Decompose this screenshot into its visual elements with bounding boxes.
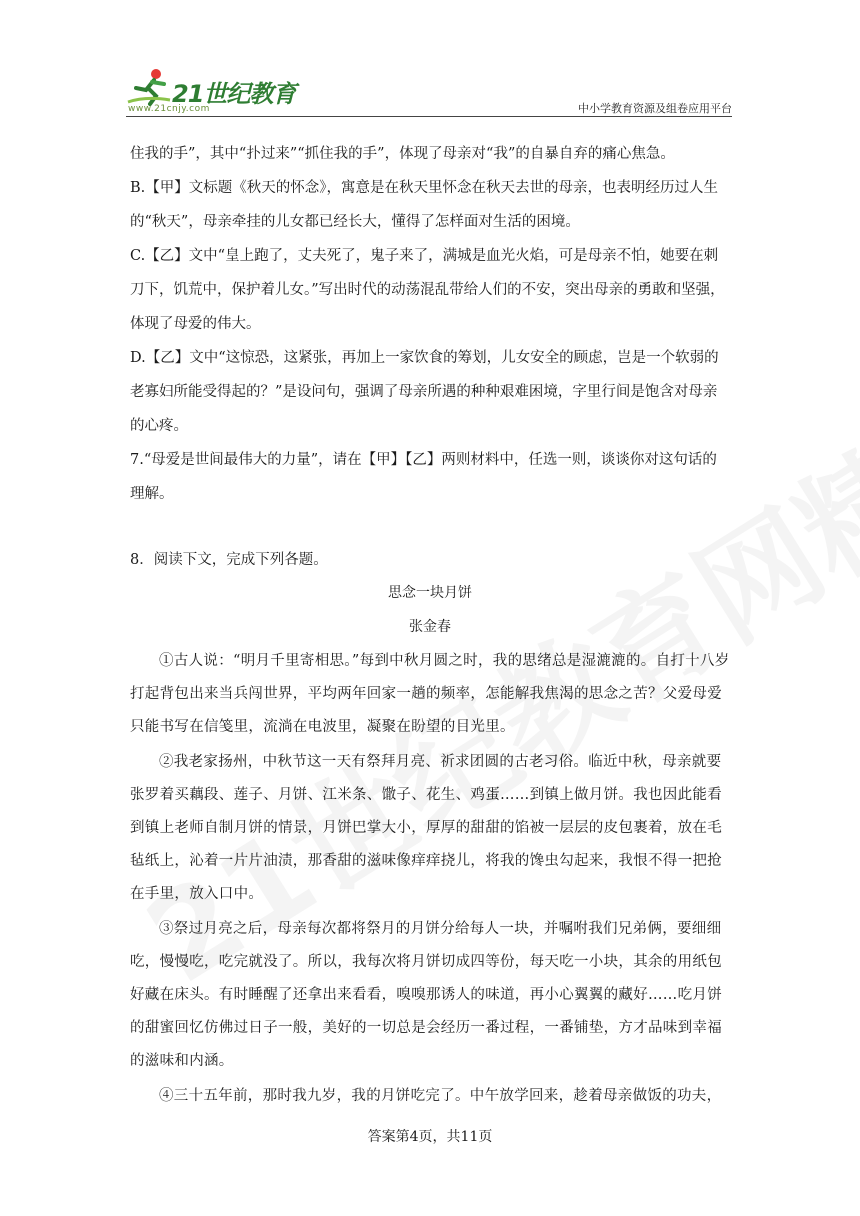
paragraph-1: ①古人说：“明月千里寄相思。”每到中秋月圆之时，我的思绪总是湿漉漉的。自打十八岁打起背包出来当兵闯世界，平均两年回家一趟的频率，怎能解我焦渴的思念之苦？父爱母爱只能书写在信笺里，流淌在电波里，凝聚在盼望的目光里。 bbox=[130, 653, 730, 735]
option-b: B.【甲】文标题《秋天的怀念》，寓意是在秋天里怀念在秋天去世的母亲，也表明经历过人生的“秋天”，母亲牵挂的儿女都已经长大，懂得了怎样面对生活的困境。 bbox=[130, 180, 719, 230]
runner-logo-icon bbox=[126, 66, 174, 106]
article-title: 思念一块月饼 bbox=[388, 585, 472, 601]
platform-name: 中小学教育资源及组卷应用平台 bbox=[578, 102, 732, 115]
option-d: D.【乙】文中“这惊恐，这紧张，再加上一家饮食的筹划，儿女安全的顾虑，岂是一个软弱的老寡妇所能受得起的？”是设问句，强调了母亲所遇的种种艰难困境，字里行间是饱含对母亲的心疼。 bbox=[130, 350, 719, 434]
question-8: 8．阅读下文，完成下列各题。 bbox=[130, 552, 328, 568]
question-7: 7.“母爱是世间最伟大的力量”，请在【甲】【乙】两则材料中，任选一则，谈谈你对这句话的理解。 bbox=[130, 452, 717, 502]
paragraph-4: ④三十五年前，那时我九岁，我的月饼吃完了。中午放学回来，趁着母亲做饭的功夫， bbox=[159, 1088, 722, 1104]
header-divider bbox=[126, 116, 732, 117]
page-header bbox=[126, 66, 732, 118]
paragraph-3: ③祭过月亮之后，母亲每次都将祭月的月饼分给每人一块，并嘱咐我们兄弟俩，要细细吃，慢慢吃，吃完就没了。所以，我每次将月饼切成四等份，每天吃一小块，其余的用纸包好藏在床头。有时睡醒了还拿出来看看，嗅嗅那诱人的味道，再小心翼翼的藏好……吃月饼的甜蜜回忆仿佛过日子一般，美好的一切总是会经历一番过程，一番铺垫，方才品味到幸福的滋味和内涵。 bbox=[130, 921, 722, 1069]
logo-url: www.21cnjy.com bbox=[128, 104, 210, 114]
logo-text: 21世纪教育 bbox=[172, 80, 296, 108]
paragraph-2: ②我老家扬州，中秋节这一天有祭拜月亮、祈求团圆的古老习俗。临近中秋，母亲就要张罗着买藕段、莲子、月饼、江米条、馓子、花生、鸡蛋……到镇上做月饼。我也因此能看到镇上老师自制月饼的情景，月饼巴掌大小，厚厚的甜甜的馅被一层层的皮包裹着，放在毛毡纸上，沁着一片片油渍，那香甜的滋味像痒痒挠儿，将我的馋虫勾起来，我恨不得一把抢在手里，放入口中。 bbox=[130, 754, 722, 902]
page-footer: 答案第4页，共11页 bbox=[367, 1129, 493, 1145]
article-author: 张金春 bbox=[409, 619, 451, 635]
answer-text: 住我的手”，其中“扑过来”“抓住我的手”，体现了母亲对“我”的自暴自弃的痛心焦急。 bbox=[130, 146, 675, 162]
option-c: C.【乙】文中“皇上跑了，丈夫死了，鬼子来了，满城是血光火焰，可是母亲不怕，她要在刺刀下，饥荒中，保护着儿女。”写出时代的动荡混乱带给人们的不安，突出母亲的勇敢和坚强，体现了母爱的伟大。 bbox=[130, 248, 725, 332]
logo bbox=[126, 66, 296, 118]
